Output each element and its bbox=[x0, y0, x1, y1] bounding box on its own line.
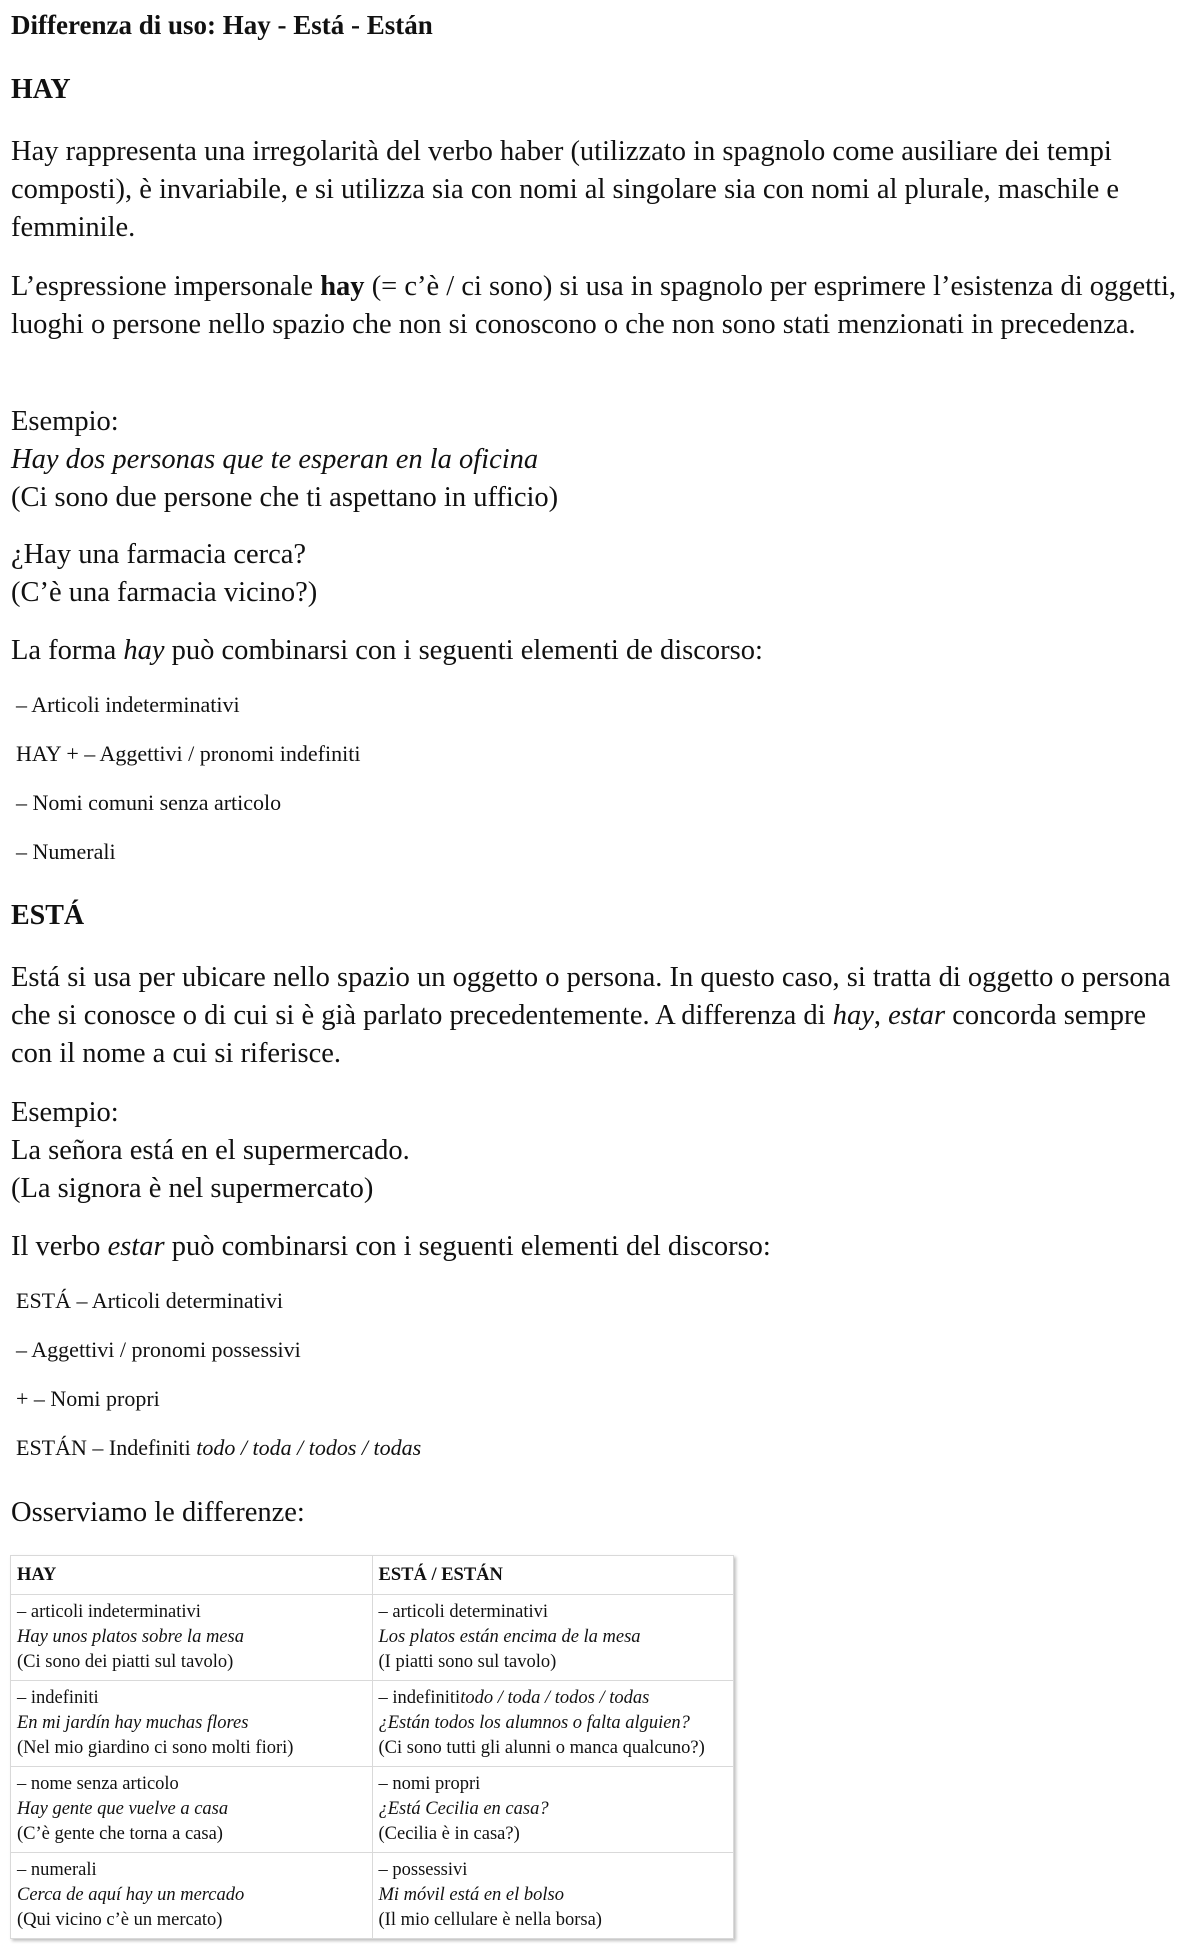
table-cell-esta bbox=[372, 1853, 734, 1939]
cell-category: – nomi propri bbox=[378, 1774, 481, 1794]
table-header-hay: HAY bbox=[11, 1556, 373, 1595]
cell-category: – numerali bbox=[17, 1860, 97, 1880]
esta-paragraph-1 bbox=[11, 959, 1186, 1073]
cell-example-it: (Il mio cellulare è nella borsa) bbox=[378, 1910, 602, 1930]
hay-example-2-spanish: ¿Hay una farmacia cerca? bbox=[11, 539, 307, 570]
cell-example-it: (Ci sono dei piatti sul tavolo) bbox=[17, 1652, 234, 1672]
comparison-table bbox=[10, 1555, 734, 1939]
table-cell-esta bbox=[372, 1595, 734, 1681]
cell-example-es: ¿Están todos los alumnos o falta alguien? bbox=[378, 1713, 690, 1733]
hay-example-1-spanish: Hay dos personas que te esperan en la oficina bbox=[11, 444, 539, 475]
hay-combine-text: La forma bbox=[11, 635, 124, 666]
hay-list-item: – Numerali bbox=[16, 839, 116, 864]
hay-list-item: – Nomi comuni senza articolo bbox=[16, 790, 282, 815]
esta-combine-intro bbox=[11, 1228, 771, 1266]
table-header-esta: ESTÁ / ESTÁN bbox=[372, 1556, 734, 1595]
cell-category: – articoli indeterminativi bbox=[17, 1602, 201, 1622]
cell-example-it: (I piatti sono sul tavolo) bbox=[378, 1652, 557, 1672]
table-row bbox=[11, 1681, 734, 1767]
cell-category-text: – indefiniti bbox=[378, 1688, 461, 1708]
table-row bbox=[11, 1595, 734, 1681]
hay-combine-intro bbox=[11, 632, 763, 670]
hay-example-2-italian: (C’è una farmacia vicino?) bbox=[11, 577, 318, 608]
cell-example-es: Mi móvil está en el bolso bbox=[378, 1885, 564, 1905]
esta-combine-em: estar bbox=[107, 1231, 165, 1262]
table-cell-hay bbox=[11, 1595, 373, 1681]
cell-example-es: En mi jardín hay muchas flores bbox=[17, 1713, 249, 1733]
cell-example-es: Los platos están encima de la mesa bbox=[378, 1627, 641, 1647]
cell-example-it: (Ci sono tutti gli alunni o manca qualcuno?) bbox=[378, 1738, 705, 1758]
section-heading-hay: HAY bbox=[11, 74, 71, 105]
cell-category: – indefiniti bbox=[17, 1688, 99, 1708]
table-cell-hay bbox=[11, 1767, 373, 1853]
esta-combine-text: Il verbo bbox=[11, 1231, 108, 1262]
cell-example-es: Cerca de aquí hay un mercado bbox=[17, 1885, 245, 1905]
esta-example-italian: (La signora è nel supermercato) bbox=[11, 1173, 374, 1204]
esta-list-item-text: ESTÁN – Indefiniti bbox=[16, 1435, 197, 1460]
esta-combine-text-end: può combinarsi con i seguenti elementi del discorso: bbox=[164, 1231, 771, 1262]
esta-list-item: – Aggettivi / pronomi possessivi bbox=[16, 1337, 301, 1362]
esta-p1-em-hay: hay bbox=[832, 1000, 874, 1031]
compare-label: Osserviamo le differenze: bbox=[11, 1497, 305, 1528]
esta-list-item: + – Nomi propri bbox=[16, 1386, 160, 1411]
esta-example-spanish: La señora está en el supermercado. bbox=[11, 1135, 410, 1166]
hay-example-label: Esempio: bbox=[11, 406, 119, 437]
cell-example-it: (C’è gente che torna a casa) bbox=[17, 1824, 223, 1844]
table-cell-esta bbox=[372, 1681, 734, 1767]
cell-example-it: (Cecilia è in casa?) bbox=[378, 1824, 520, 1844]
section-heading-esta: ESTÁ bbox=[11, 900, 85, 931]
esta-p1-text: Está si usa per ubicare nello spazio un oggetto o persona. In questo caso, si tratta di oggetto o persona che si conosce o di cui si è già parlato precedentemente. A differenza di bbox=[11, 962, 1171, 1031]
hay-p2-text-end: (= c’è / ci sono) si usa in spagnolo per esprimere l’esistenza di oggetti, luoghi o persone nello spazio che non si conoscono o che non sono stati menzionati in precedenza. bbox=[11, 271, 1177, 340]
esta-list-item-em: todo / toda / todos / todas bbox=[196, 1435, 422, 1460]
cell-example-es: Hay unos platos sobre la mesa bbox=[17, 1627, 244, 1647]
hay-list-item: – Articoli indeterminativi bbox=[16, 692, 240, 717]
hay-combine-em: hay bbox=[123, 635, 165, 666]
esta-list-item: ESTÁ – Articoli determinativi bbox=[16, 1288, 284, 1313]
table-cell-hay bbox=[11, 1681, 373, 1767]
cell-category: – articoli determinativi bbox=[378, 1602, 549, 1622]
table-header-row bbox=[11, 1556, 734, 1595]
esta-p1-em-estar: estar bbox=[888, 1000, 946, 1031]
hay-combine-text-end: può combinarsi con i seguenti elementi de discorso: bbox=[164, 635, 763, 666]
cell-example-es: ¿Está Cecilia en casa? bbox=[378, 1799, 549, 1819]
esta-example-label: Esempio: bbox=[11, 1097, 119, 1128]
cell-example-it: (Qui vicino c’è un mercato) bbox=[17, 1910, 223, 1930]
cell-category bbox=[379, 1686, 728, 1711]
table-cell-esta bbox=[372, 1767, 734, 1853]
esta-p1-comma: , bbox=[873, 1000, 889, 1031]
cell-example-es: Hay gente que vuelve a casa bbox=[17, 1799, 229, 1819]
hay-p2-text: L’espressione impersonale bbox=[11, 271, 321, 302]
esta-list-item bbox=[16, 1435, 421, 1461]
page-title: Differenza di uso: Hay - Está - Están bbox=[11, 10, 433, 40]
hay-example-1-italian: (Ci sono due persone che ti aspettano in ufficio) bbox=[11, 482, 559, 513]
cell-category: – nome senza articolo bbox=[17, 1774, 179, 1794]
esta-p1-text-end: concorda sempre con il nome a cui si riferisce. bbox=[11, 1000, 1147, 1069]
hay-paragraph-1: Hay rappresenta una irregolarità del verbo haber (utilizzato in spagnolo come ausiliare dei tempi composti), è invariabile, e si utilizza sia con nomi al singolare sia con nomi al plurale, maschile e femminile. bbox=[11, 136, 1119, 243]
table-cell-hay bbox=[11, 1853, 373, 1939]
hay-list-item: HAY + – Aggettivi / pronomi indefiniti bbox=[16, 741, 361, 766]
cell-category: – possessivi bbox=[378, 1860, 468, 1880]
table-row bbox=[11, 1853, 734, 1939]
hay-p2-bold: hay bbox=[320, 271, 365, 302]
hay-paragraph-2 bbox=[11, 268, 1186, 344]
table-row bbox=[11, 1767, 734, 1853]
cell-category-em: todo / toda / todos / todas bbox=[460, 1688, 650, 1708]
cell-example-it: (Nel mio giardino ci sono molti fiori) bbox=[17, 1738, 294, 1758]
